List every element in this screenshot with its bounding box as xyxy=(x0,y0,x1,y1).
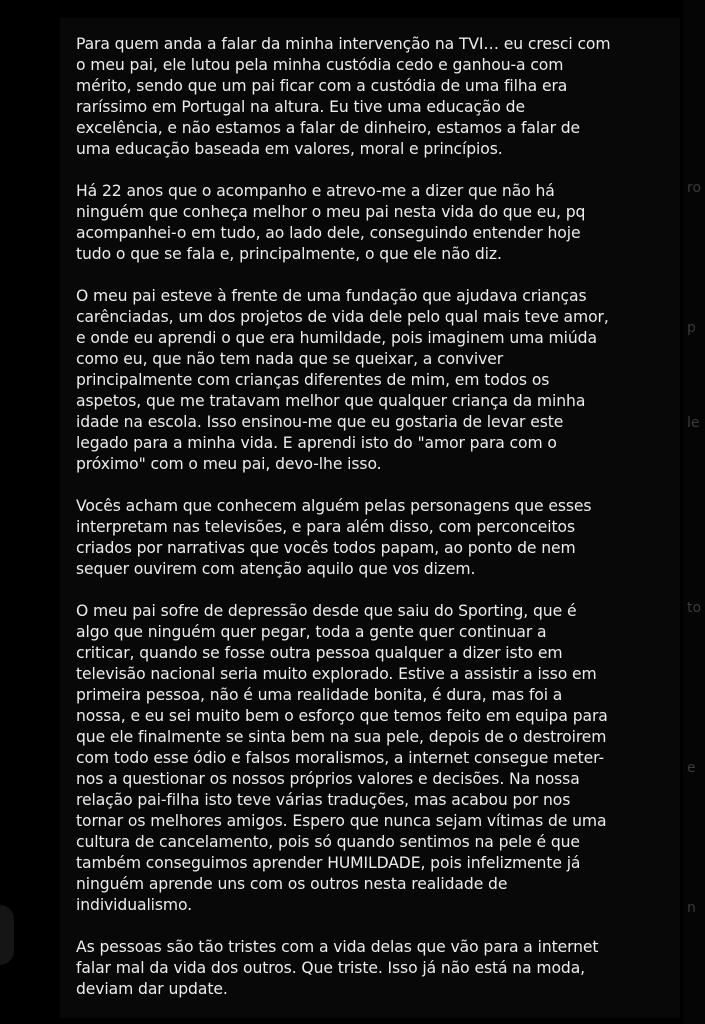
paragraph-3: O meu pai esteve à frente de uma fundação que ajudava crianças carênciadas, um dos projetos de vida dele pelo qual mais teve amor, e onde eu aprendi o que era humildade, pois imaginem uma miúda como eu, que não tem nada que se queixar, a conviver principalmente com crianças diferentes de mim, em todos os aspetos, que me tratavam melhor que qualquer criança da minha idade na escola. Isso ensinou-me que eu gostaria de levar este legado para a minha vida. E aprendi isto do "amor para com o próximo" com o meu pai, devo-lhe isso. xyxy=(76,287,609,473)
paragraph-1: Para quem anda a falar da minha intervenção na TVI… eu cresci com o meu pai, ele lutou pela minha custódia cedo e ganhou-a com mérito, sendo que um pai ficar com a custódia de uma filha era raríssimo em Portugal na altura. Eu tive uma educação de excelência, e não estamos a falar de dinheiro, estamos a falar de uma educação baseada em valores, moral e princípios. xyxy=(76,35,611,158)
edge-glyph: p xyxy=(687,320,696,336)
story-text xyxy=(76,34,636,1021)
background-feed-edge xyxy=(683,0,705,1024)
paragraph-6: As pessoas são tão tristes com a vida delas que vão para a internet falar mal da vida dos outros. Que triste. Isso já não está na moda, deviam dar update. xyxy=(76,938,599,998)
edge-glyph: le xyxy=(687,415,700,431)
edge-glyph: to xyxy=(687,600,702,616)
paragraph-4: Vocês acham que conhecem alguém pelas personagens que esses interpretam nas televisões, e para além disso, com perconceitos criados por narrativas que vocês todos papam, ao ponto de nem sequer ouvirem com atenção aquilo que vos dizem. xyxy=(76,497,592,578)
background-feed-edge-left xyxy=(0,905,14,965)
paragraph-2: Há 22 anos que o acompanho e atrevo-me a dizer que não há ninguém que conheça melhor o meu pai nesta vida do que eu, pq acompanhei-o em tudo, ao lado dele, conseguindo entender hoje tudo o que se fala e, principalmente, o que ele não diz. xyxy=(76,182,586,263)
edge-glyph: e xyxy=(687,760,696,776)
paragraph-5: O meu pai sofre de depressão desde que saiu do Sporting, que é algo que ninguém quer pegar, toda a gente quer continuar a criticar, quando se fosse outra pessoa qualquer a dizer isto em televisão nacional seria muito explorado. Estive a assistir a isso em primeira pessoa, não é uma realidade bonita, é dura, mas foi a nossa, e eu sei muito bem o esforço que temos feito em equipa para que ele finalmente se sinta bem na sua pele, depois de o destroirem com todo esse ódio e falsos moralismos, a internet consegue meter- nos a questionar os nossos próprios valores e decisões. Na nossa relação pai-filha isto teve várias traduções, mas acabou por nos tornar os melhores amigos. Espero que nunca sejam vítimas de uma cultura de cancelamento, pois só quando sentimos na pele é que também conseguimos aprender HUMILDADE, pois infelizmente já ninguém aprende uns com os outros nesta realidade de individualismo. xyxy=(76,602,608,914)
edge-glyph: ro xyxy=(687,180,702,196)
edge-glyph: n xyxy=(687,900,696,916)
